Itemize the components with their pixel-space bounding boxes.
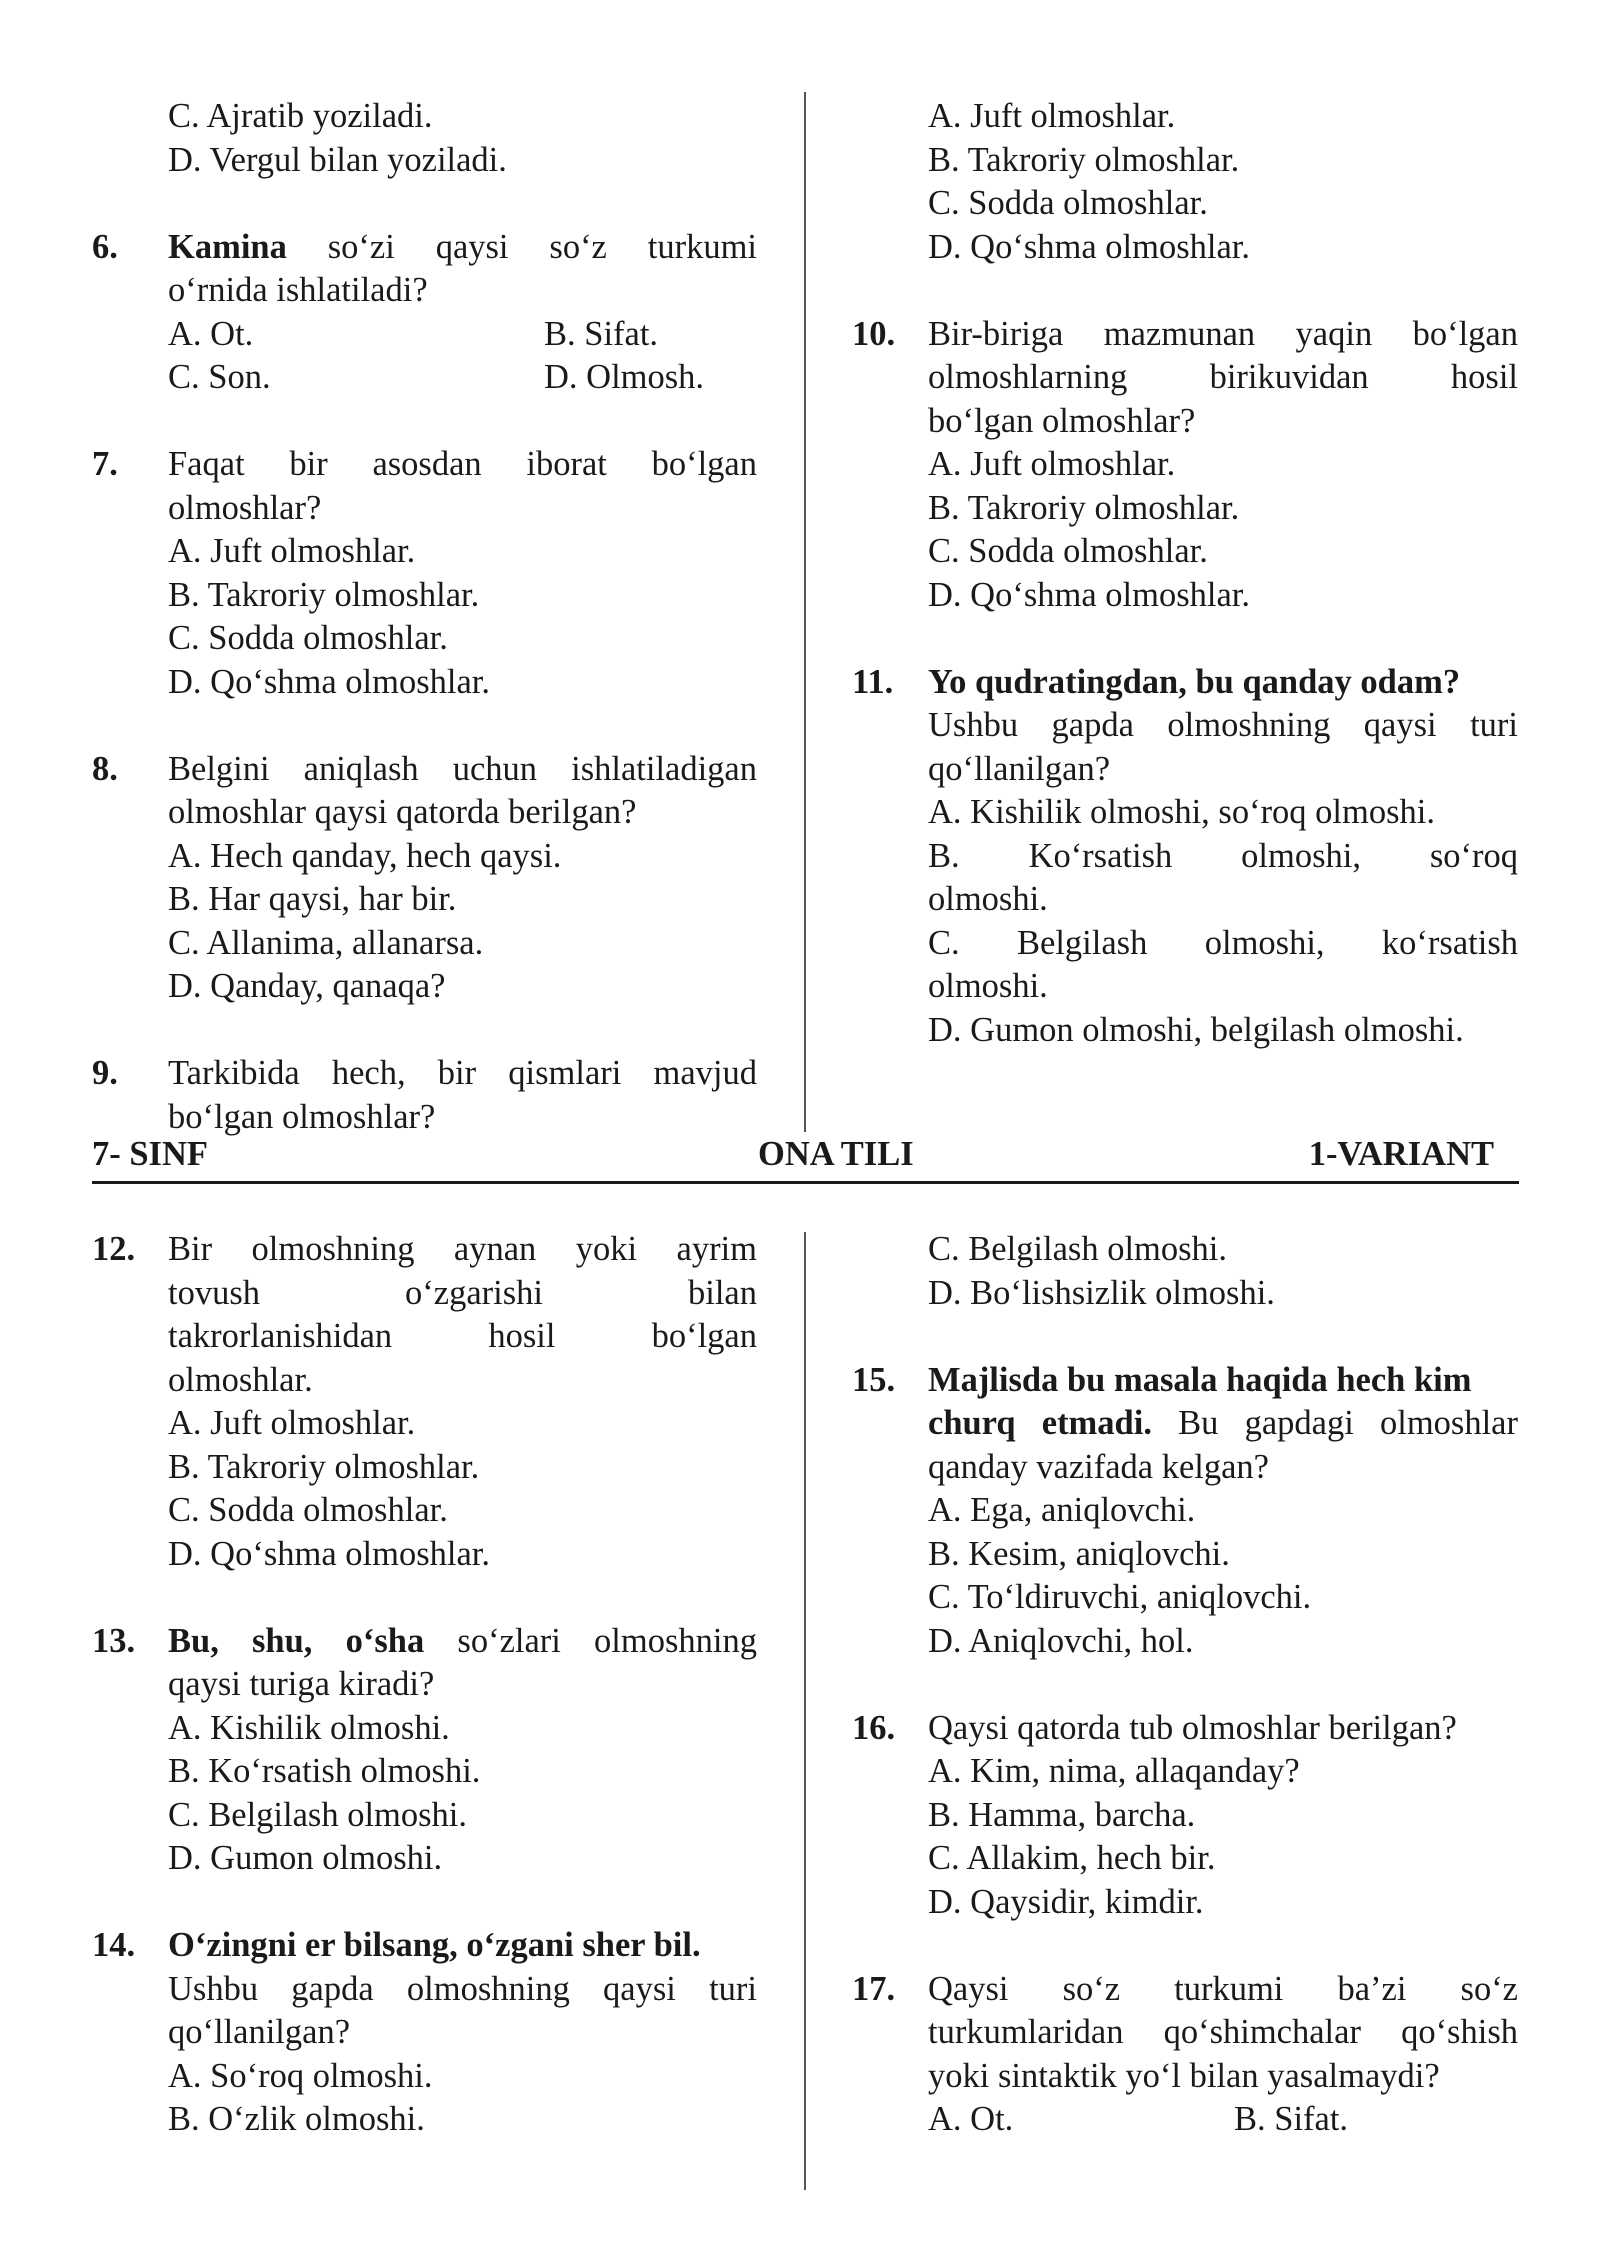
question-text-line: o‘rnida ishlatiladi?: [168, 271, 428, 309]
question-text-line: Faqat bir asosdan iborat bo‘lgan: [168, 445, 757, 483]
option-a: A. Juft olmoshlar.: [168, 1404, 416, 1442]
question-text-line: Ushbu gapda olmoshning qaysi turi: [168, 1969, 757, 2008]
question-quote: Majlisda bu masala haqida hech kim: [928, 1360, 1472, 1399]
question-number: 12.: [92, 1230, 136, 1268]
option-b: B. Takroriy olmoshlar.: [928, 488, 1240, 527]
question-text-line: qaysi turiga kiradi?: [168, 1665, 435, 1703]
question-text-line: takrorlanishidan hosil bo‘lgan: [168, 1317, 757, 1355]
question-number: 14.: [92, 1926, 136, 1964]
variant-label: 1-VARIANT: [1308, 1135, 1494, 1173]
question-keyword: Bu, shu, o‘sha: [168, 1621, 425, 1660]
option-b: B. Kesim, aniqlovchi.: [928, 1534, 1230, 1573]
option-d: D. Qaysidir, kimdir.: [928, 1882, 1204, 1921]
option-b-continued: olmoshi.: [928, 880, 1048, 918]
question-number: 15.: [852, 1360, 896, 1399]
question-text-line: qo‘llanilgan?: [168, 2013, 351, 2051]
option-d: D. Qo‘shma olmoshlar.: [168, 662, 490, 701]
option-b: B. Ko‘rsatish olmoshi.: [168, 1752, 481, 1790]
question-text-line: [928, 1402, 1518, 1446]
option-b: B. Har qaysi, har bir.: [168, 880, 457, 918]
question-number: 16.: [852, 1708, 896, 1747]
option-c: C. Sodda olmoshlar.: [168, 619, 448, 657]
question-number: 11.: [852, 662, 894, 701]
option-c: C. Sodda olmoshlar.: [928, 532, 1208, 570]
question-number: 7.: [92, 445, 118, 483]
question-text-line: qo‘llanilgan?: [928, 749, 1111, 788]
option-a: A. Kishilik olmoshi.: [168, 1708, 450, 1747]
option-c: C. Allakim, hech bir.: [928, 1839, 1216, 1877]
question-5-continued: [92, 95, 757, 182]
question-8: [92, 748, 757, 1009]
top-right-column: [852, 95, 1518, 1052]
question-text-line: Tarkibida hech, bir qismlari mavjud: [168, 1054, 757, 1092]
question-quote-end: churq etmadi.: [928, 1404, 1152, 1442]
question-text-line: olmoshlar qaysi qatorda berilgan?: [168, 793, 637, 831]
question-text-line: olmoshlar.: [168, 1360, 313, 1399]
question-text-line: bo‘lgan olmoshlar?: [928, 401, 1196, 440]
option-a: A. So‘roq olmoshi.: [168, 2056, 433, 2095]
question-text-line: Qaysi so‘z turkumi ba’zi so‘z: [928, 1969, 1518, 2008]
question-text: Bu gapdagi olmoshlar: [1151, 1404, 1518, 1442]
option-a: A. Kishilik olmoshi, so‘roq olmoshi.: [928, 793, 1435, 831]
question-text-line: [168, 1620, 757, 1664]
bottom-left-column: [92, 1228, 757, 2142]
option-a: A. Juft olmoshlar.: [928, 97, 1176, 135]
option-b: B. O‘zlik olmoshi.: [168, 2100, 425, 2138]
option-b: B. Takroriy olmoshlar.: [168, 1447, 480, 1486]
question-number: 10.: [852, 314, 896, 353]
column-divider-top: [804, 92, 806, 1132]
question-text-line: olmoshlar?: [168, 488, 322, 527]
question-text-line: qanday vazifada kelgan?: [928, 1447, 1269, 1486]
page-header: [92, 1133, 1519, 1177]
question-6: [92, 226, 757, 400]
question-14: [92, 1924, 757, 2142]
question-16: [852, 1707, 1518, 1925]
option-b: B. Sifat.: [1234, 2100, 1349, 2138]
option-a: A. Ega, aniqlovchi.: [928, 1491, 1196, 1529]
question-number: 17.: [852, 1969, 896, 2008]
question-quote: Yo qudratingdan, bu qanday odam?: [928, 662, 1461, 701]
option-d: D. Qo‘shma olmoshlar.: [168, 1534, 490, 1573]
column-divider-bottom: [804, 1232, 806, 2190]
option-c: C. Belgilash olmoshi, ko‘rsatish: [928, 923, 1518, 962]
question-text-line: tovush o‘zgarishi bilan: [168, 1273, 757, 1312]
option-a: A. Juft olmoshlar.: [168, 532, 416, 570]
option-b: B. Takroriy olmoshlar.: [928, 140, 1240, 179]
options-row: [168, 356, 757, 400]
header-underline: [92, 1181, 1519, 1184]
question-13: [92, 1620, 757, 1881]
option-d: D. Vergul bilan yoziladi.: [168, 140, 507, 179]
question-9: [92, 1052, 757, 1139]
option-d: D. Qo‘shma olmoshlar.: [928, 227, 1250, 266]
option-c: C. Ajratib yoziladi.: [168, 97, 433, 135]
option-c-continued: olmoshi.: [928, 967, 1048, 1005]
question-quote: O‘zingni er bilsang, o‘zgani sher bil.: [168, 1926, 701, 1964]
question-17: [852, 1968, 1518, 2142]
option-c: C. To‘ldiruvchi, aniqlovchi.: [928, 1578, 1312, 1616]
question-text: so‘zlari olmoshning: [424, 1621, 757, 1660]
question-7: [92, 443, 757, 704]
option-b: B. Hamma, barcha.: [928, 1795, 1196, 1834]
option-a: A. Juft olmoshlar.: [928, 445, 1176, 483]
option-a: A. Ot.: [168, 314, 254, 353]
option-d: D. Qanday, qanaqa?: [168, 967, 446, 1005]
question-11: [852, 661, 1518, 1053]
question-text-line: yoki sintaktik yo‘l bilan yasalmaydi?: [928, 2056, 1440, 2095]
top-left-column: [92, 95, 757, 1139]
question-text-line: Bir olmoshning aynan yoki ayrim: [168, 1230, 757, 1268]
question-text-line: turkumlaridan qo‘shimchalar qo‘shish: [928, 2013, 1518, 2051]
option-a: A. Ot.: [928, 2100, 1014, 2138]
option-c: C. Belgilash olmoshi.: [168, 1795, 468, 1834]
question-text-line: Belgini aniqlash uchun ishlatiladigan: [168, 749, 757, 788]
option-c: C. Belgilash olmoshi.: [928, 1230, 1228, 1268]
question-10: [852, 313, 1518, 618]
question-number: 13.: [92, 1621, 136, 1660]
option-c: C. Sodda olmoshlar.: [928, 184, 1208, 222]
option-d: D. Gumon olmoshi.: [168, 1839, 443, 1877]
option-b: B. Ko‘rsatish olmoshi, so‘roq: [928, 836, 1518, 875]
option-b: B. Takroriy olmoshlar.: [168, 575, 480, 614]
option-d: D. Gumon olmoshi, belgilash olmoshi.: [928, 1010, 1464, 1049]
question-keyword: Kamina: [168, 227, 287, 266]
question-number: 9.: [92, 1054, 118, 1092]
question-text-line: Qaysi qatorda tub olmoshlar berilgan?: [928, 1708, 1457, 1747]
option-b: B. Sifat.: [544, 314, 659, 353]
question-text-line: [168, 226, 757, 270]
option-c: C. Sodda olmoshlar.: [168, 1491, 448, 1529]
question-15: [852, 1359, 1518, 1664]
question-number: 6.: [92, 227, 118, 266]
question-text-line: Bir-biriga mazmunan yaqin bo‘lgan: [928, 314, 1518, 353]
question-text: so‘zi qaysi so‘z turkumi: [286, 227, 757, 266]
question-9-options: [852, 95, 1518, 269]
option-d: D. Olmosh.: [544, 358, 705, 396]
question-number: 8.: [92, 749, 118, 788]
option-c: C. Son.: [168, 358, 271, 396]
options-row: [168, 313, 757, 357]
subject-label: ONA TILI: [758, 1135, 914, 1173]
option-c: C. Allanima, allanarsa.: [168, 923, 484, 962]
question-14-options-continued: [852, 1228, 1518, 1315]
option-d: D. Qo‘shma olmoshlar.: [928, 575, 1250, 614]
option-a: A. Hech qanday, hech qaysi.: [168, 836, 562, 875]
question-text-line: olmoshlarning birikuvidan hosil: [928, 358, 1518, 396]
question-12: [92, 1228, 757, 1576]
grade-label: 7- SINF: [92, 1135, 208, 1173]
option-a: A. Kim, nima, allaqanday?: [928, 1752, 1300, 1790]
bottom-right-column: [852, 1228, 1518, 2142]
option-d: D. Aniqlovchi, hol.: [928, 1621, 1194, 1660]
options-row: [928, 2098, 1518, 2142]
option-d: D. Bo‘lishsizlik olmoshi.: [928, 1273, 1275, 1312]
question-text-line: Ushbu gapda olmoshning qaysi turi: [928, 706, 1518, 744]
question-text-line: bo‘lgan olmoshlar?: [168, 1097, 436, 1136]
